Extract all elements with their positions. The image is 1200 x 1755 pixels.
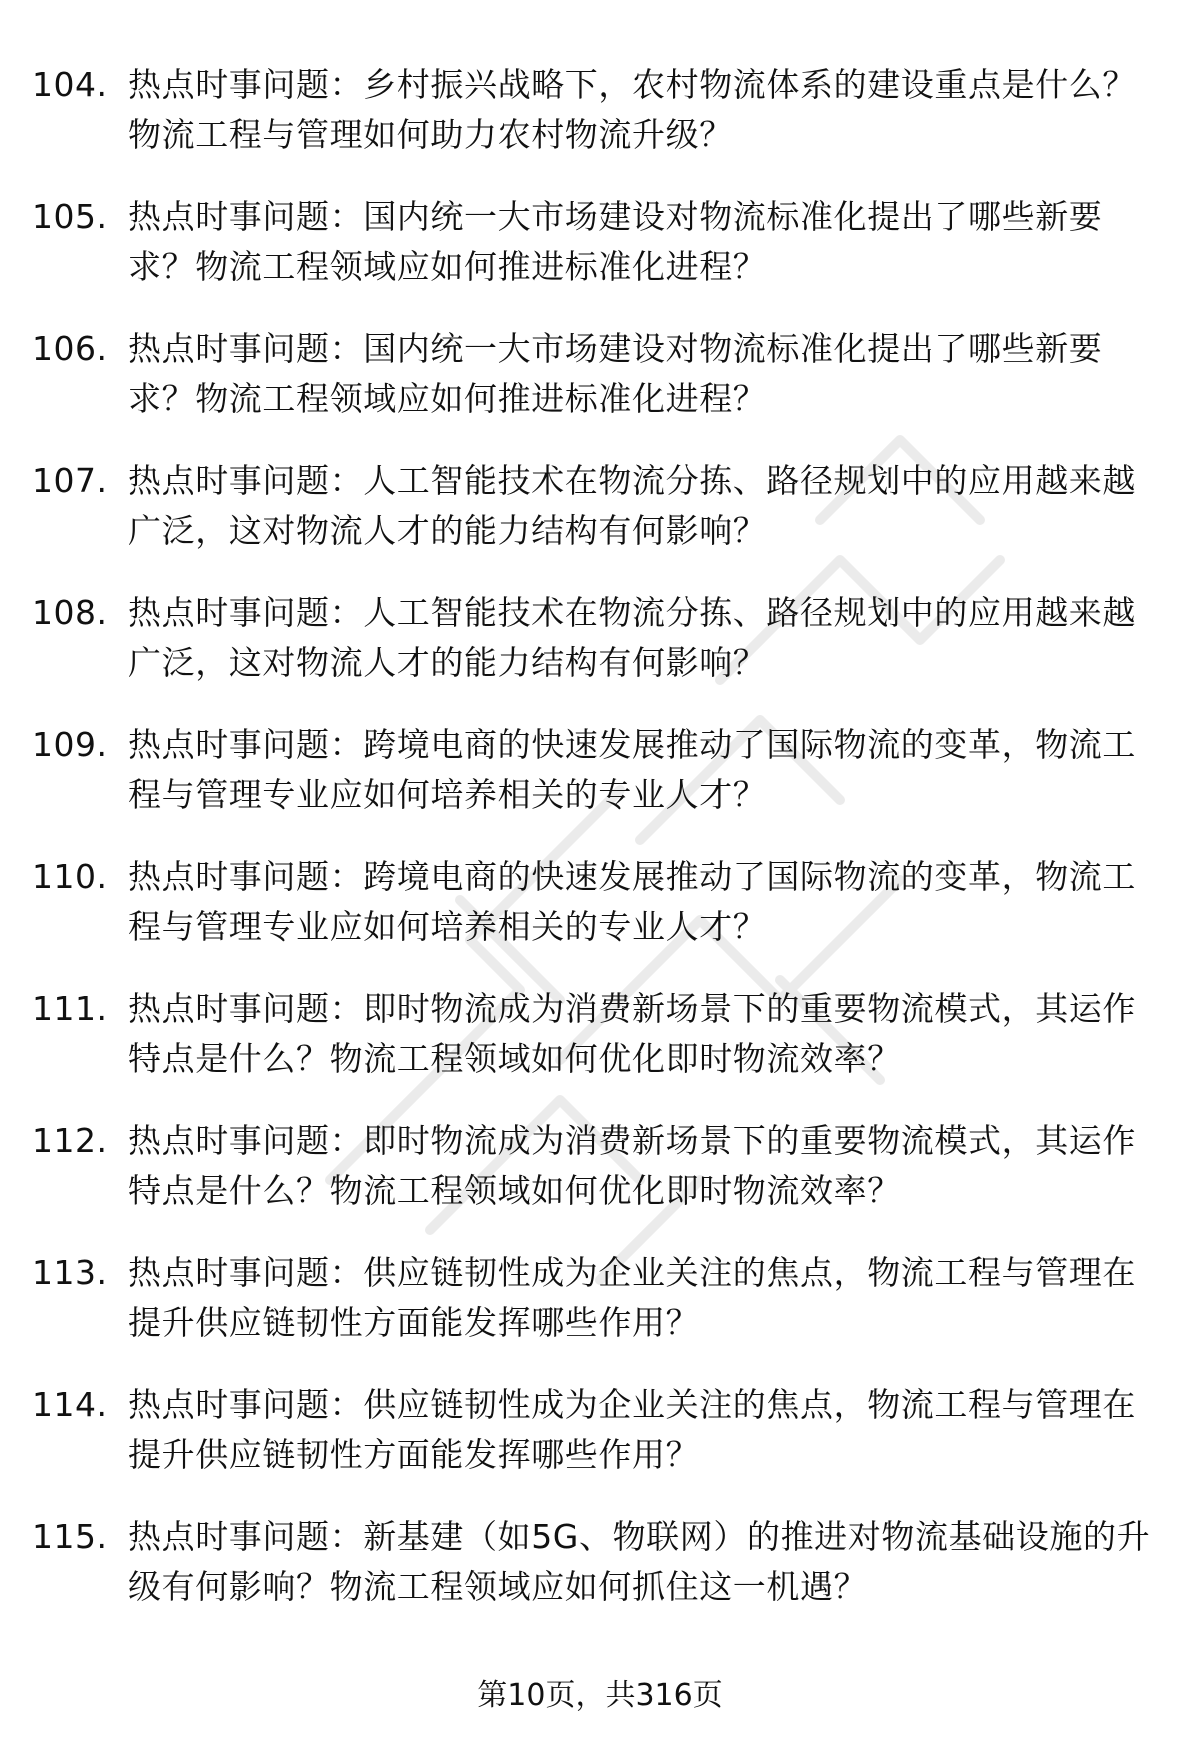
question-text: 热点时事问题：跨境电商的快速发展推动了国际物流的变革，物流工程与管理专业应如何培养相关的专业人才？: [128, 725, 1136, 814]
question-number: 111.: [32, 989, 108, 1028]
question-item: [0, 1512, 1200, 1644]
question-list: [0, 60, 1200, 1644]
question-text: 热点时事问题：跨境电商的快速发展推动了国际物流的变革，物流工程与管理专业应如何培养相关的专业人才？: [128, 857, 1136, 946]
question-number: 113.: [32, 1253, 108, 1292]
question-text: 热点时事问题：供应链韧性成为企业关注的焦点，物流工程与管理在提升供应链韧性方面能发挥哪些作用？: [128, 1253, 1136, 1342]
question-text: 热点时事问题：即时物流成为消费新场景下的重要物流模式，其运作特点是什么？物流工程领域如何优化即时物流效率？: [128, 1121, 1136, 1210]
question-number: 107.: [32, 461, 108, 500]
question-item: [0, 1380, 1200, 1512]
question-text: 热点时事问题：国内统一大市场建设对物流标准化提出了哪些新要求？物流工程领域应如何推进标准化进程？: [128, 197, 1103, 286]
page-footer: 第10页，共316页: [477, 1678, 723, 1713]
question-text: 热点时事问题：供应链韧性成为企业关注的焦点，物流工程与管理在提升供应链韧性方面能发挥哪些作用？: [128, 1385, 1136, 1474]
question-number: 114.: [32, 1385, 108, 1424]
question-item: [0, 984, 1200, 1116]
question-item: [0, 1248, 1200, 1380]
question-number: 106.: [32, 329, 108, 368]
question-item: [0, 456, 1200, 588]
question-number: 104.: [32, 65, 108, 104]
question-text: 热点时事问题：人工智能技术在物流分拣、路径规划中的应用越来越广泛，这对物流人才的能力结构有何影响？: [128, 461, 1136, 550]
question-item: [0, 60, 1200, 192]
question-number: 112.: [32, 1121, 108, 1160]
question-item: [0, 324, 1200, 456]
question-item: [0, 852, 1200, 984]
question-text: 热点时事问题：新基建（如5G、物联网）的推进对物流基础设施的升级有何影响？物流工程领域应如何抓住这一机遇？: [128, 1517, 1151, 1606]
question-number: 110.: [32, 857, 108, 896]
question-text: 热点时事问题：国内统一大市场建设对物流标准化提出了哪些新要求？物流工程领域应如何推进标准化进程？: [128, 329, 1103, 418]
question-item: [0, 1116, 1200, 1248]
question-item: [0, 720, 1200, 852]
question-text: 热点时事问题：即时物流成为消费新场景下的重要物流模式，其运作特点是什么？物流工程领域如何优化即时物流效率？: [128, 989, 1136, 1078]
question-text: 热点时事问题：乡村振兴战略下，农村物流体系的建设重点是什么？物流工程与管理如何助力农村物流升级？: [128, 65, 1136, 154]
question-number: 109.: [32, 725, 108, 764]
question-number: 105.: [32, 197, 108, 236]
question-text: 热点时事问题：人工智能技术在物流分拣、路径规划中的应用越来越广泛，这对物流人才的能力结构有何影响？: [128, 593, 1136, 682]
question-number: 108.: [32, 593, 108, 632]
question-item: [0, 192, 1200, 324]
question-number: 115.: [32, 1517, 108, 1556]
question-item: [0, 588, 1200, 720]
